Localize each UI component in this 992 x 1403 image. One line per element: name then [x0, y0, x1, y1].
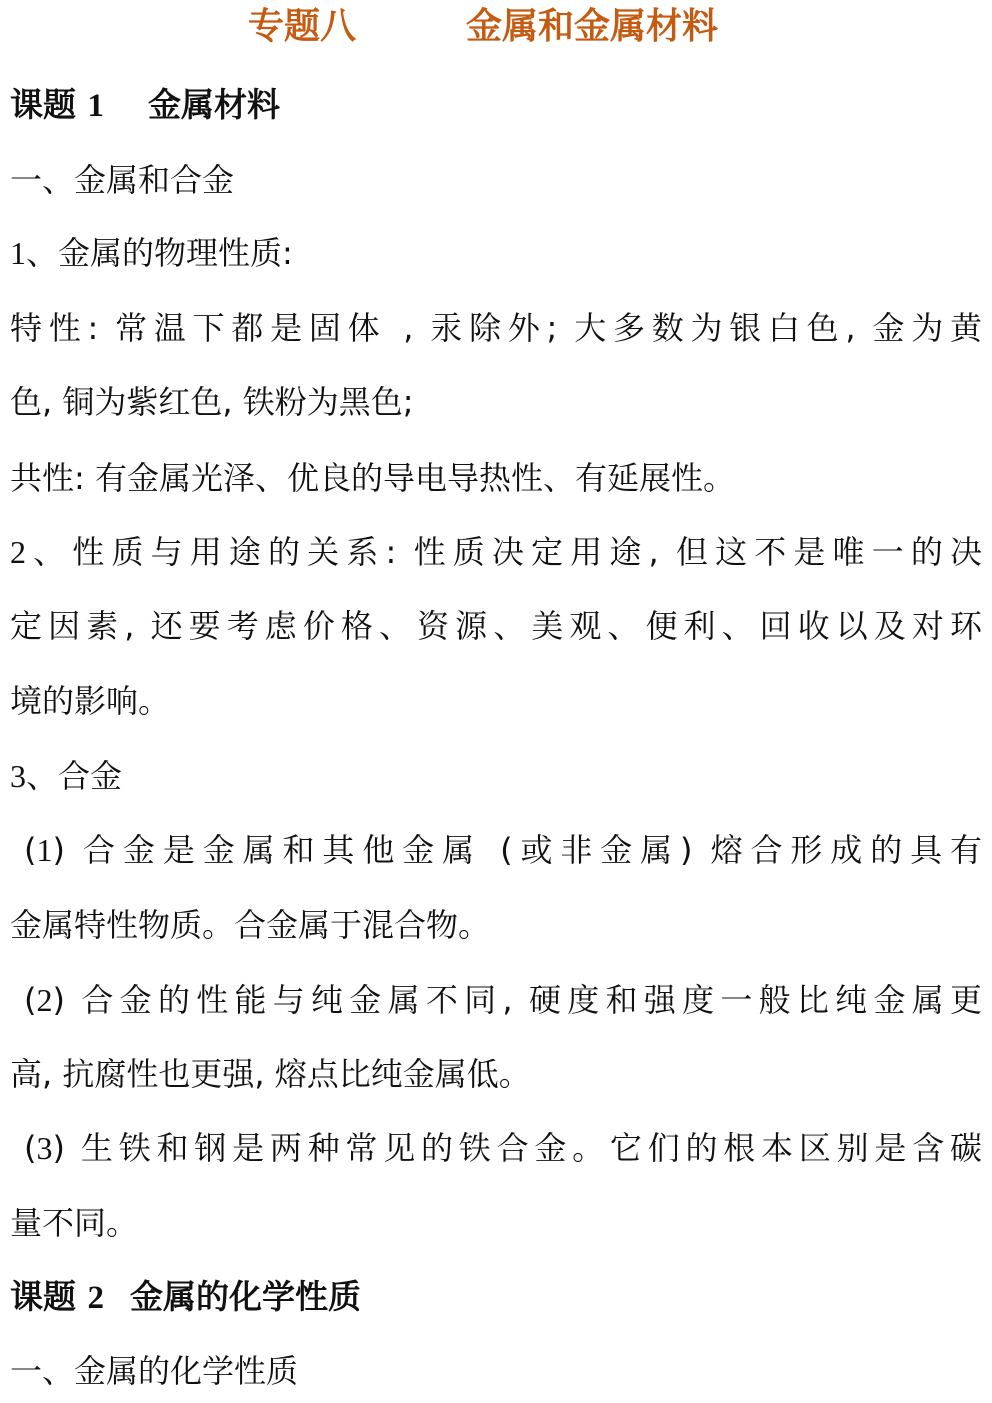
alloy-point-1-line-2: 金属特性物质。合金属于混合物。 — [10, 906, 491, 944]
title-topic: 专题八 — [248, 6, 357, 47]
alloy-point-1-number: 1 — [36, 832, 53, 868]
alloy-point-3-line-1 — [24, 1125, 982, 1171]
lesson-1-name: 金属材料 — [148, 85, 280, 124]
common-properties-line: 共性: 有金属光泽、优良的导电导热性、有延展性。 — [10, 459, 735, 497]
lesson-2-number: 2 — [87, 1280, 104, 1316]
item-1-text: 、金属的物理性质: — [26, 234, 293, 272]
alloy-point-2-line-2: 高, 抗腐性也更强, 熔点比纯金属低。 — [10, 1055, 531, 1093]
lesson-1-heading — [10, 82, 982, 128]
item-3-number: 3 — [10, 758, 26, 794]
alloy-point-3-number: 3 — [36, 1130, 53, 1166]
lesson-1-label: 课题 — [10, 85, 76, 124]
item-3-text: 、合金 — [26, 757, 123, 795]
item-2-number: 2 — [10, 534, 26, 570]
section-2-heading: 一、金属的化学性质 — [10, 1352, 299, 1390]
alloy-point-2-line-1 — [24, 977, 982, 1023]
title-subject: 金属和金属材料 — [466, 6, 719, 47]
page-title — [0, 2, 992, 52]
alloy-point-1-open-paren: ( — [24, 831, 37, 869]
alloy-point-2-text: ) 合金的性能与纯金属不同, 硬度和强度一般比纯金属更 — [52, 981, 982, 1019]
item-2-line-1 — [10, 529, 982, 575]
section-1-heading: 一、金属和合金 — [10, 161, 235, 199]
item-2-line-2: 定因素, 还要考虑价格、资源、美观、便利、回收以及对环 — [10, 607, 982, 645]
special-properties-line-1: 特性: 常温下都是固体 , 汞除外; 大多数为银白色, 金为黄 — [10, 309, 982, 347]
lesson-1-number: 1 — [87, 88, 104, 124]
item-3-line — [10, 753, 982, 799]
alloy-point-1-line-1 — [24, 827, 982, 873]
lesson-2-heading — [10, 1274, 982, 1320]
lesson-2-label: 课题 — [10, 1277, 76, 1316]
alloy-point-1-text: ) 合金是金属和其他金属 (或非金属) 熔合形成的具有 — [52, 831, 982, 869]
alloy-point-3-open-paren: ( — [24, 1129, 37, 1167]
alloy-point-3-text: ) 生铁和钢是两种常见的铁合金。它们的根本区别是含碳 — [52, 1129, 982, 1167]
lesson-2-name: 金属的化学性质 — [130, 1277, 361, 1316]
special-properties-line-2: 色, 铜为紫红色, 铁粉为黑色; — [10, 383, 414, 421]
alloy-point-3-line-2: 量不同。 — [10, 1204, 139, 1242]
item-1-number: 1 — [10, 235, 26, 271]
item-2-text-1: 、性质与用途的关系: 性质决定用途, 但这不是唯一的决 — [26, 533, 982, 571]
alloy-point-2-number: 2 — [36, 982, 53, 1018]
item-2-line-3: 境的影响。 — [10, 682, 171, 720]
alloy-point-2-open-paren: ( — [24, 981, 37, 1019]
item-1-line — [10, 230, 982, 276]
